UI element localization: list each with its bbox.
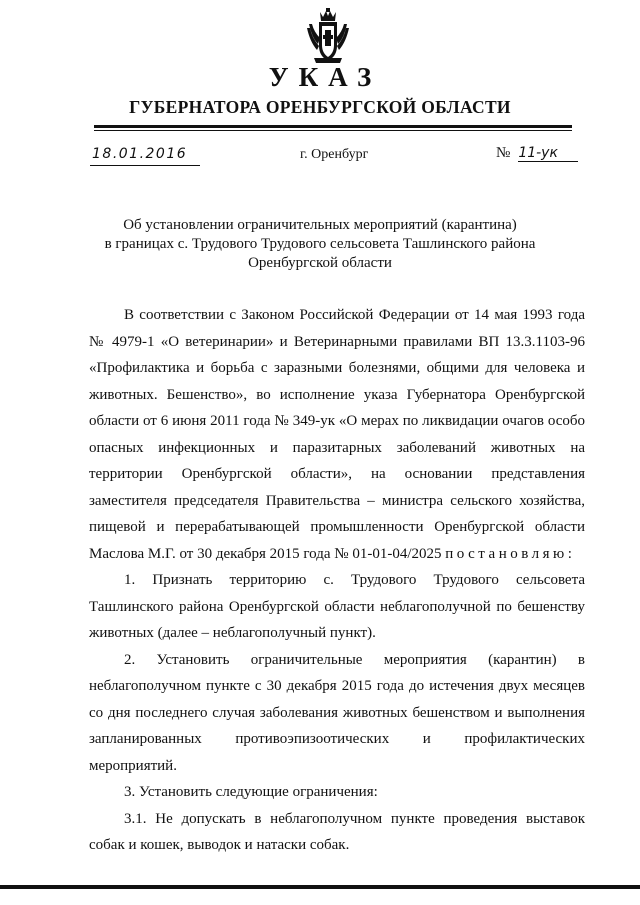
preamble-text: В соответствии с Законом Российской Федерации от 14 мая 1993 года № 4979-1 «О ветеринарии» и Ветеринарными правилами ВП 13.3.1103-96 «Профилактика и борьба с заразными болезнями, общими для человека и животных. Бешенство», во исполнение указа Губернатора Оренбургской области от 6 июня 2011 года № 349-ук «О мерах по ликвидации очагов особо опасных инфекционных и паразитарных заболеваний животных на территории Оренбургской области», на основании представления заместителя председателя Правительства – министра сельского хозяйства, пищевой и перерабатывающей промышленности Оренбургской области Маслова М.Г. от 30 декабря 2015 года № 01-01-04/2025: [89, 307, 585, 562]
city-label: г. Оренбург: [300, 147, 369, 162]
coat-of-arms-emblem: [306, 8, 350, 66]
item-2-paragraph: 2. Установить ограничительные мероприятия (карантин) в неблагополучном пункте с 30 декабря 2015 года до истечения двух месяцев со дня последнего случая заболевания животных бешенством и выполнения запланированных противоэпизоотических и профилактических мероприятий.: [89, 651, 585, 774]
header-divider-thick: [94, 125, 572, 128]
decree-number-field: [496, 145, 578, 162]
subject-line: Об установлении ограничительных мероприятий (карантина): [123, 217, 517, 233]
number-sign: №: [496, 145, 511, 161]
subject-line: Оренбургской области: [248, 255, 392, 271]
preamble-paragraph: [89, 302, 585, 567]
page-bottom-edge: [0, 885, 640, 889]
resolve-word: постановляю:: [445, 545, 576, 562]
item-3-paragraph: 3. Установить следующие ограничения:: [124, 784, 378, 800]
item-3-1-paragraph: 3.1. Не допускать в неблагополучном пункте проведения выставок собак и кошек, выводок и натаски собак.: [89, 810, 585, 853]
handwritten-date: 18.01.2016: [92, 146, 188, 162]
decree-body: [89, 302, 585, 859]
issuer-title: ГУБЕРНАТОРА ОРЕНБУРГСКОЙ ОБЛАСТИ: [129, 97, 511, 117]
decree-subject: [80, 216, 560, 273]
subject-line: в границах с. Трудового Трудового сельсовета Ташлинского района: [104, 236, 536, 252]
date-field: [90, 146, 200, 166]
header-divider-thin: [94, 130, 572, 131]
item-1-paragraph: 1. Признать территорию с. Трудового Трудового сельсовета Ташлинского района Оренбургской области неблагополучной по бешенству животных (далее – неблагополучный пункт).: [89, 572, 585, 641]
handwritten-number: 11-ук: [518, 145, 578, 162]
decree-title: УКАЗ: [268, 62, 382, 92]
